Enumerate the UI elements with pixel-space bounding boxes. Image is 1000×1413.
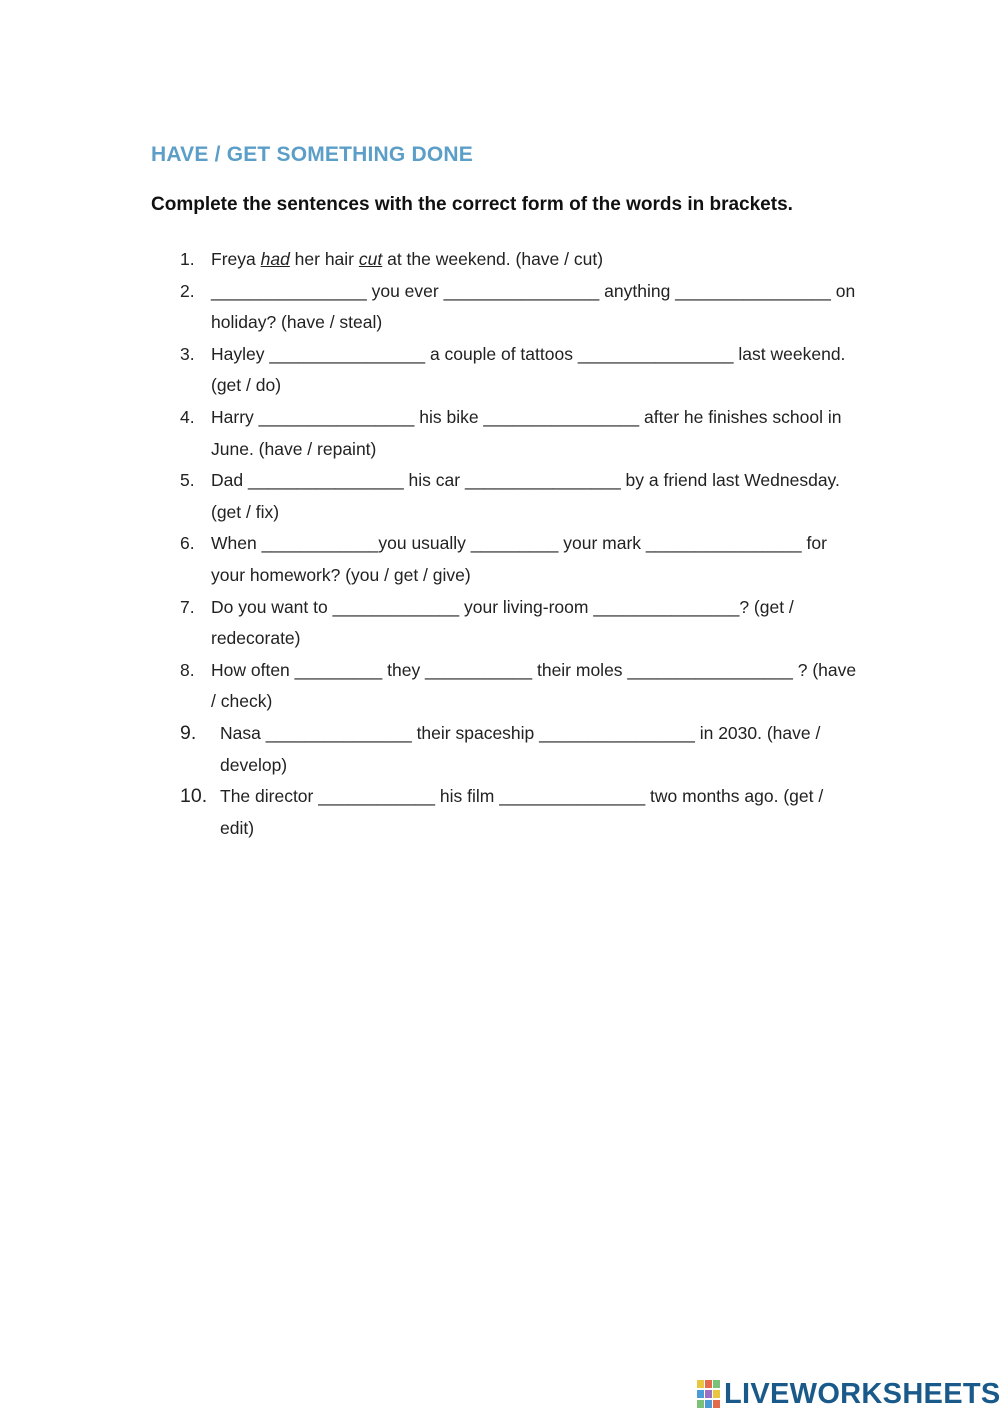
list-item xyxy=(180,339,860,402)
item-number: 5. xyxy=(180,470,195,491)
sentence-text: Harry ________________ his bike ________________ after he finishes school in June. (have / repaint) xyxy=(211,406,842,459)
list-item xyxy=(180,402,860,465)
item-number: 4. xyxy=(180,406,195,427)
example-answer-1: had xyxy=(260,249,290,269)
liveworksheets-logo-icon xyxy=(697,1380,721,1408)
list-item xyxy=(180,244,860,276)
exercise-list xyxy=(180,244,860,844)
list-item xyxy=(180,655,860,718)
instruction: Complete the sentences with the correct form of the words in brackets. xyxy=(151,194,793,215)
list-item xyxy=(180,781,860,844)
list-item xyxy=(180,592,860,655)
liveworksheets-logo[interactable] xyxy=(697,1378,1000,1410)
list-item xyxy=(180,276,860,339)
sentence-text: Do you want to _____________ your living-room _______________? (get / redecorate) xyxy=(211,596,794,649)
sentence-text: The director ____________ his film _______________ two months ago. (get / edit) xyxy=(220,786,824,838)
item-number: 8. xyxy=(180,659,195,680)
item-number: 9. xyxy=(180,721,197,744)
item-number: 10. xyxy=(180,785,208,808)
sentence-text: When ____________you usually _________ your mark ________________ for your homework? (you / get / give) xyxy=(211,533,827,585)
example-sentence: Freya had her hair cut at the weekend. (have / cut) xyxy=(211,249,604,269)
example-answer-2: cut xyxy=(358,249,383,269)
list-item xyxy=(180,718,860,781)
item-number: 2. xyxy=(180,280,195,301)
sentence-text: How often _________ they ___________ their moles _________________ ? (have / check) xyxy=(211,659,857,712)
logo-text: LIVEWORKSHEETS xyxy=(724,1377,1000,1410)
sentence-text: Dad ________________ his car ________________ by a friend last Wednesday. (get / fix) xyxy=(211,470,840,522)
sentence-text: ________________ you ever ________________ anything ________________ on holiday? (have / steal) xyxy=(211,280,856,333)
item-number: 6. xyxy=(180,533,195,554)
list-item xyxy=(180,528,860,591)
sentence-text: Hayley ________________ a couple of tattoos ________________ last weekend. (get / do) xyxy=(211,343,846,396)
item-number: 3. xyxy=(180,343,195,364)
item-number: 1. xyxy=(180,249,195,269)
worksheet-title: HAVE / GET SOMETHING DONE xyxy=(151,143,473,166)
list-item xyxy=(180,465,860,528)
sentence-text: Nasa _______________ their spaceship ________________ in 2030. (have / develop) xyxy=(220,722,821,775)
item-number: 7. xyxy=(180,596,195,617)
